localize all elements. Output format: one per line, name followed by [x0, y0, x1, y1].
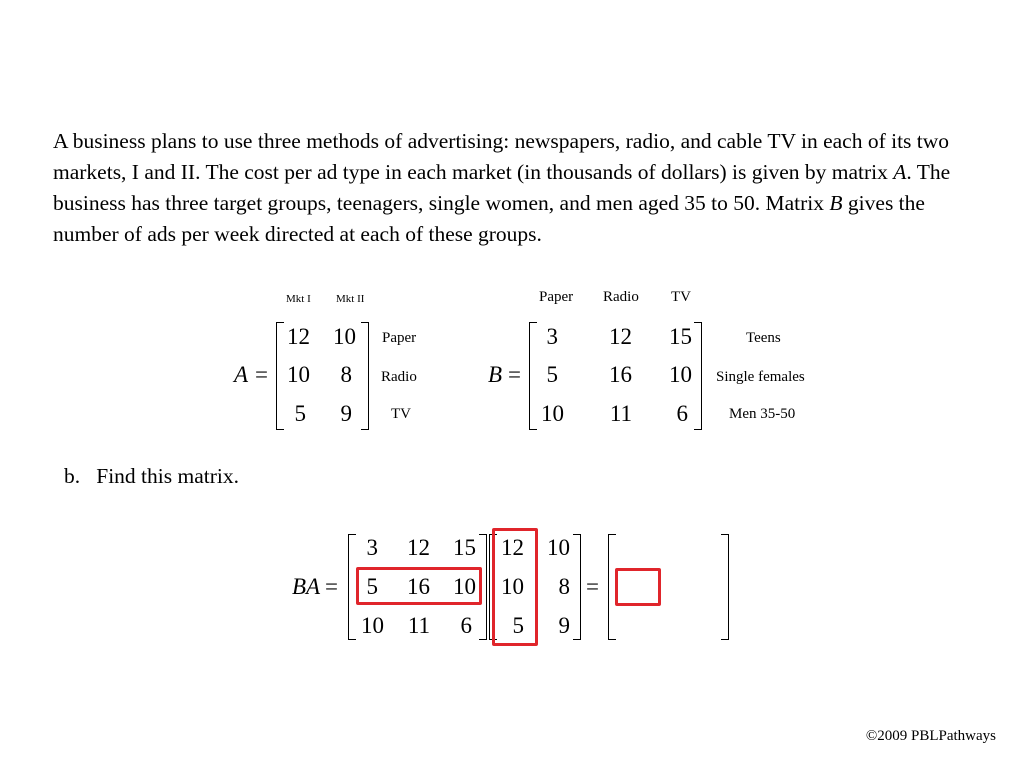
matrix-b-cell: 10	[669, 362, 692, 387]
matrix-a-name: A	[234, 362, 249, 387]
product-left-cell: 12	[407, 535, 430, 560]
problem-text-part3: gives the number of ads per week directed at each of these groups.	[53, 191, 925, 246]
question-b	[64, 464, 239, 489]
product-left-cell: 10	[361, 613, 384, 638]
matrix-b-row-label-single-females: Single females	[716, 369, 805, 385]
matrix-b-cell: 11	[609, 401, 632, 426]
problem-text	[53, 126, 983, 250]
matrix-a-reference: A	[893, 160, 907, 184]
product-left-cell: 11	[407, 613, 430, 638]
product-left-cell: 6	[460, 613, 472, 638]
matrix-b-cell: 16	[609, 362, 632, 387]
result-equals: =	[586, 574, 599, 599]
matrix-b-col-header-paper: Paper	[539, 289, 574, 305]
problem-text-part2: . The business has three target groups, teenagers, single women, and men aged 35 to 50. Matrix	[53, 160, 951, 215]
matrix-b-right-bracket	[694, 322, 702, 430]
product-right-matrix-right-bracket	[573, 534, 581, 640]
product-name: BA	[292, 574, 321, 599]
matrix-b-col-header-radio: Radio	[603, 289, 639, 305]
copyright-footer: ©2009 PBLPathways	[865, 728, 996, 744]
matrix-b-row-label-men: Men 35-50	[729, 406, 796, 422]
question-b-text: Find this matrix.	[96, 464, 239, 488]
matrix-b-reference: B	[829, 191, 843, 215]
matrix-a-equals: =	[255, 362, 268, 387]
product-left-cell: 10	[453, 574, 476, 599]
question-b-marker: b.	[64, 464, 81, 488]
product-left-cell: 16	[407, 574, 430, 599]
product-equals: =	[325, 574, 338, 599]
matrix-a-row-label-paper: Paper	[382, 330, 417, 346]
highlight-result-cell-box	[615, 568, 661, 606]
matrix-a-cell: 10	[287, 362, 310, 387]
product-left-cell: 3	[366, 535, 378, 560]
matrix-a-cell: 12	[287, 324, 310, 349]
matrix-a-cell: 10	[333, 324, 356, 349]
product-right-cell: 9	[558, 613, 570, 638]
matrix-b-equals: =	[508, 362, 521, 387]
result-matrix-right-bracket	[721, 534, 729, 640]
matrix-a-cell: 8	[340, 362, 352, 387]
product-right-cell: 5	[512, 613, 524, 638]
product-right-cell: 10	[547, 535, 570, 560]
matrix-a-row-label-tv: TV	[391, 406, 411, 422]
matrix-b-cell: 5	[546, 362, 558, 387]
product-left-cell: 15	[453, 535, 476, 560]
highlight-row-2-box	[356, 567, 482, 605]
matrix-a-right-bracket	[361, 322, 369, 430]
matrix-b-cell: 6	[676, 401, 688, 426]
matrix-b-col-header-tv: TV	[671, 289, 691, 305]
matrix-b-cell: 12	[609, 324, 632, 349]
matrix-b-name: B	[488, 362, 503, 387]
product-right-cell: 12	[501, 535, 524, 560]
matrix-b-cell: 15	[669, 324, 692, 349]
product-right-cell: 8	[558, 574, 570, 599]
matrix-a-col-header-1: Mkt I	[286, 293, 311, 305]
matrix-a-cell: 9	[340, 401, 352, 426]
matrix-b-cell: 3	[546, 324, 558, 349]
matrix-a-col-header-2: Mkt II	[336, 293, 365, 305]
matrix-a-cell: 5	[294, 401, 306, 426]
matrix-a-row-label-radio: Radio	[381, 369, 417, 385]
product-left-cell: 5	[366, 574, 378, 599]
highlight-column-1-box	[492, 528, 538, 646]
matrix-b-row-label-teens: Teens	[746, 330, 781, 346]
problem-text-part1: A business plans to use three methods of advertising: newspapers, radio, and cable TV in each of its two markets, I and II. The cost per ad type in each market (in thousands of dollars) is given by matrix	[53, 129, 950, 184]
matrix-b-cell: 10	[541, 401, 564, 426]
product-right-cell: 10	[501, 574, 524, 599]
